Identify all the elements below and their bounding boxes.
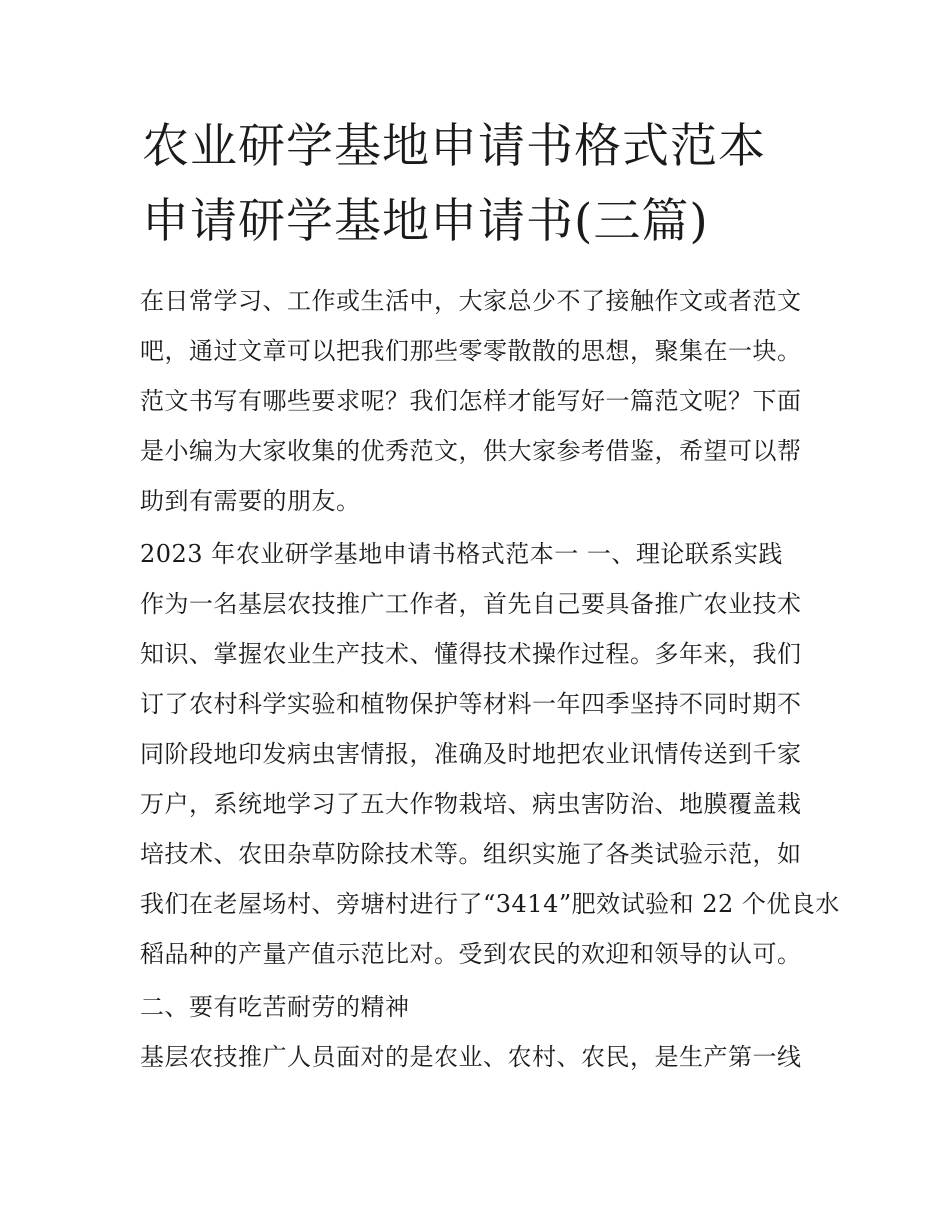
body-line: 吧，通过文章可以把我们那些零零散散的思想，聚集在一块。	[140, 337, 802, 365]
section-heading: 2023 年农业研学基地申请书格式范本一 一、理论联系实践	[140, 540, 783, 568]
body-line: 同阶段地印发病虫害情报，准确及时地把农业讯情传送到千家	[140, 740, 802, 768]
body-line: 订了农村科学实验和植物保护等材料一年四季坚持不同时期不	[140, 690, 802, 718]
section-heading: 二、要有吃苦耐劳的精神	[140, 993, 410, 1021]
body-line: 万户，系统地学习了五大作物栽培、病虫害防治、地膜覆盖栽	[140, 790, 802, 818]
body-line: 助到有需要的朋友。	[140, 487, 361, 515]
body-line: 知识、掌握农业生产技术、懂得技术操作过程。多年来，我们	[140, 640, 802, 668]
body-line: 在日常学习、工作或生活中，大家总少不了接触作文或者范文	[140, 287, 802, 315]
document-title-line-2: 申请研学基地申请书(三篇)	[142, 194, 709, 249]
body-line: 稻品种的产量产值示范比对。受到农民的欢迎和领导的认可。	[140, 940, 802, 968]
body-line: 作为一名基层农技推广工作者，首先自己要具备推广农业技术	[140, 590, 802, 618]
body-line: 基层农技推广人员面对的是农业、农村、农民，是生产第一线	[140, 1043, 802, 1071]
body-line: 是小编为大家收集的优秀范文，供大家参考借鉴，希望可以帮	[140, 437, 802, 465]
document-title-line-1: 农业研学基地申请书格式范本	[142, 119, 766, 174]
body-line: 我们在老屋场村、旁塘村进行了“3414”肥效试验和 22 个优良水	[140, 890, 840, 918]
body-line: 范文书写有哪些要求呢？我们怎样才能写好一篇范文呢？下面	[140, 387, 802, 415]
body-line: 培技术、农田杂草防除技术等。组织实施了各类试验示范，如	[140, 840, 802, 868]
